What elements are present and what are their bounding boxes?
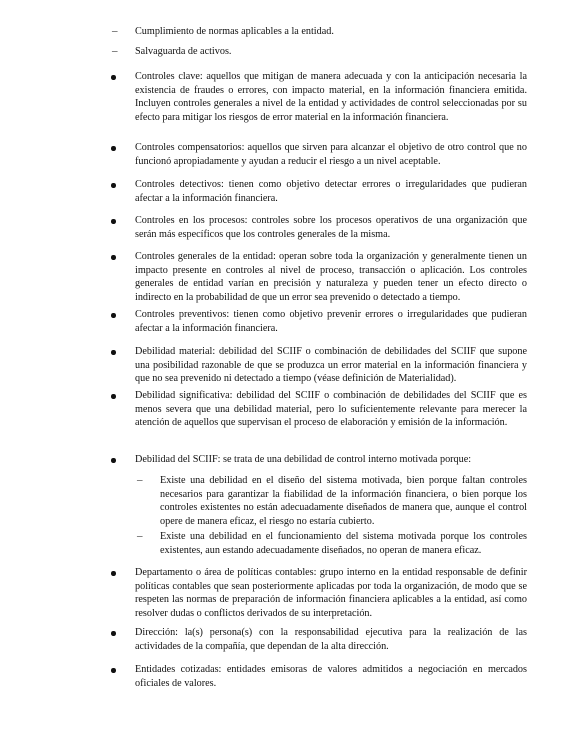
bullet-icon <box>111 668 116 673</box>
definition-text: Entidades cotizadas: entidades emisoras de valores admitidos a negociación en mercados oficiales de valores. <box>135 664 527 689</box>
definition-text: Debilidad material: debilidad del SCIIF o combinación de debilidades del SCIIF que supone una posibilidad razonable de que se produzca un error material en la información financiera y que no sea prevenido ni detectado a tiempo (véase definición de Materialidad). <box>135 346 527 385</box>
definition-debilidad-material <box>135 345 527 386</box>
bullet-icon <box>111 350 116 355</box>
bullet-icon <box>111 146 116 151</box>
sub-item-text: Cumplimiento de normas aplicables a la entidad. <box>135 26 334 37</box>
definition-controles-clave <box>135 70 527 124</box>
bullet-icon <box>111 255 116 260</box>
definition-direccion <box>135 626 527 653</box>
definition-controles-detectivos <box>135 178 527 205</box>
definition-text: Controles compensatorios: aquellos que sirven para alcanzar el objetivo de otro control que no funcionó apropiadamente y ayudan a reducir el riesgo a un nivel aceptable. <box>135 142 527 167</box>
definition-text: Debilidad significativa: debilidad del SCIIF o combinación de debilidades del SCIIF que es menos severa que una debilidad material, pero lo suficientemente relevante para merecer la atención de aquellos que supervisan el proceso de elaboración y emisión de la información. <box>135 390 527 429</box>
definition-text: Dirección: la(s) persona(s) con la responsabilidad ejecutiva para la realización de las actividades de la compañía, que dependan de la alta dirección. <box>135 627 527 652</box>
definition-departamento-politicas <box>135 566 527 620</box>
bullet-icon <box>111 313 116 318</box>
definition-text: Debilidad del SCIIF: se trata de una debilidad de control interno motivada porque: <box>135 454 472 465</box>
bullet-icon <box>111 394 116 399</box>
bullet-icon <box>111 183 116 188</box>
bullet-icon <box>111 631 116 636</box>
bullet-icon <box>111 219 116 224</box>
bullet-icon <box>111 75 116 80</box>
definition-text: Controles detectivos: tienen como objetivo detectar errores o irregularidades que pudieran afectar a la información financiera. <box>135 179 527 204</box>
dash-marker: – <box>112 45 118 57</box>
definition-text: Controles clave: aquellos que mitigan de manera adecuada y con la anticipación necesaria la existencia de fraudes o errores, con impacto material, en la información financiera emitida. Incluyen controles generales a nivel de la entidad y actividades de control seleccionadas por su efecto para mitigar los riesgos de error material en la información financiera. <box>135 71 527 123</box>
sub-item <box>137 474 527 528</box>
sub-item <box>112 45 527 59</box>
definition-debilidad-significativa <box>135 389 527 430</box>
definition-debilidad-sciif <box>135 453 527 467</box>
sub-item-text: Salvaguarda de activos. <box>135 46 232 57</box>
definition-controles-compensatorios <box>135 141 527 168</box>
definition-entidades-cotizadas <box>135 663 527 690</box>
definition-text: Controles generales de la entidad: operan sobre toda la organización y generalmente tienen un impacto presente en controles al nivel de proceso, transacción o aplicación. Los controles generales de entidad varían en precisión y naturaleza y pueden tener un efecto directo o indirecto en la probabilidad de que un error sea prevenido o detectado a tiempo. <box>135 251 527 303</box>
dash-marker: – <box>137 474 143 486</box>
bullet-icon <box>111 571 116 576</box>
bullet-icon <box>111 458 116 463</box>
sub-item <box>137 530 527 557</box>
definition-controles-procesos <box>135 214 527 241</box>
definition-text: Controles preventivos: tienen como objetivo prevenir errores o irregularidades que pudieran afectar a la información financiera. <box>135 309 527 334</box>
definition-controles-generales <box>135 250 527 304</box>
sub-item-text: Existe una debilidad en el funcionamiento del sistema motivada porque los controles existentes, aun estando adecuadamente diseñados, no operan de manera eficaz. <box>160 531 527 556</box>
definition-text: Departamento o área de políticas contables: grupo interno en la entidad responsable de definir políticas contables que sean posteriormente aplicadas por toda la organización, de modo que se respeten las normas de preparación de información financiera aplicables a la entidad, así como resolver dudas o conflictos derivados de su interpretación. <box>135 567 527 619</box>
definition-controles-preventivos <box>135 308 527 335</box>
definition-text: Controles en los procesos: controles sobre los procesos operativos de una organización que serán más específicos que los controles generales de la misma. <box>135 215 527 240</box>
dash-marker: – <box>137 530 143 542</box>
sub-item-text: Existe una debilidad en el diseño del sistema motivada, bien porque faltan controles necesarios para garantizar la fiabilidad de la información financiera, o bien porque los controles existentes no están adecuadamente diseñados de manera que, aunque el control opere de manera eficaz, el riesgo no estaría cubierto. <box>160 475 527 527</box>
dash-marker: – <box>112 25 118 37</box>
sub-item <box>112 25 527 39</box>
